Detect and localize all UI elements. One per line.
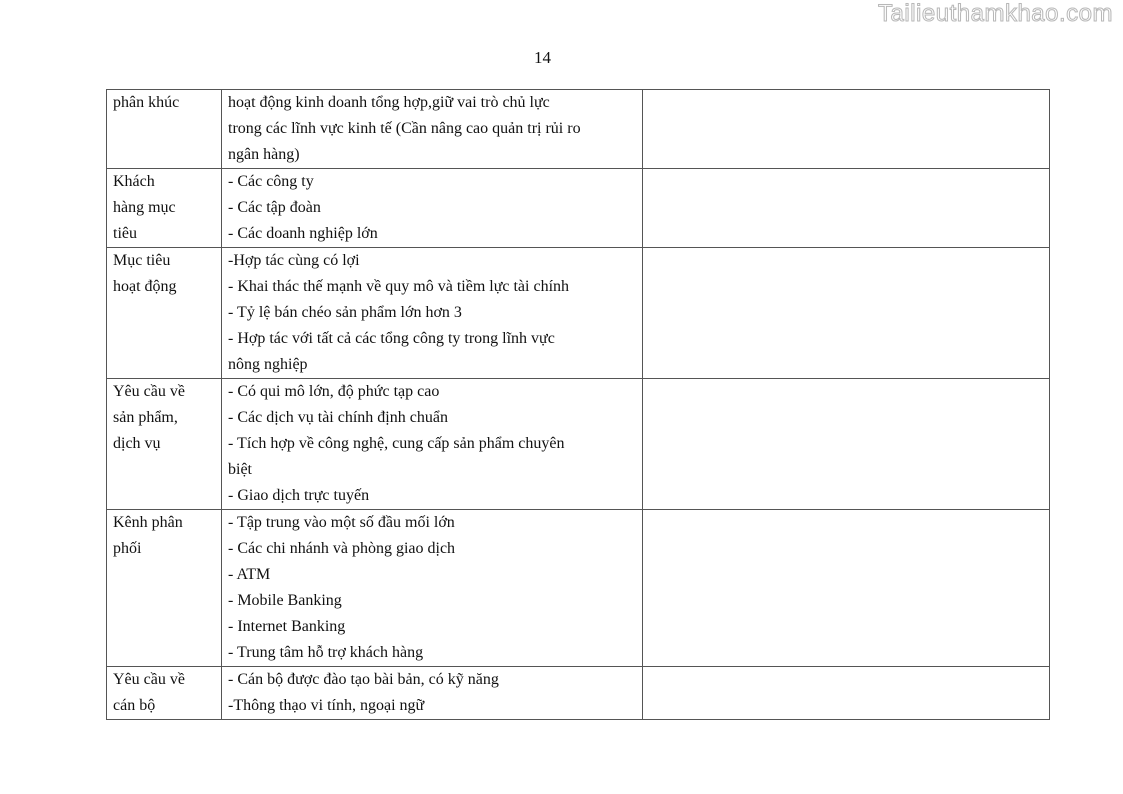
empty-cell xyxy=(643,379,1050,510)
row-label-cell xyxy=(107,379,222,510)
page-number: 14 xyxy=(534,48,551,67)
content-line: - Có qui mô lớn, độ phức tạp cao xyxy=(228,383,440,400)
table-row xyxy=(107,248,1050,379)
content-line: -Hợp tác cùng có lợi xyxy=(228,252,360,269)
content-line: ngân hàng) xyxy=(228,146,300,163)
table-row xyxy=(107,510,1050,667)
label-line: dịch vụ xyxy=(113,435,161,452)
label-line: hàng mục xyxy=(113,199,176,216)
row-content-cell xyxy=(222,510,643,667)
label-line: cán bộ xyxy=(113,697,156,714)
table-row xyxy=(107,90,1050,169)
label-line: phối xyxy=(113,540,142,557)
content-line: - Các doanh nghiệp lớn xyxy=(228,225,378,242)
table-row xyxy=(107,169,1050,248)
label-line: Mục tiêu xyxy=(113,252,171,269)
watermark: Tailieuthamkhao.com xyxy=(878,0,1113,27)
content-line: - Các tập đoàn xyxy=(228,199,321,216)
criteria-table xyxy=(106,89,1050,720)
row-label-cell xyxy=(107,169,222,248)
content-line: biệt xyxy=(228,461,252,478)
content-line: hoạt động kinh doanh tổng hợp,giữ vai trò chủ lực xyxy=(228,94,550,111)
content-line: - Tập trung vào một số đầu mối lớn xyxy=(228,514,455,531)
empty-cell xyxy=(643,248,1050,379)
row-label-cell xyxy=(107,667,222,720)
label-line: phân khúc xyxy=(113,94,180,111)
row-content-cell xyxy=(222,248,643,379)
content-line: - Các công ty xyxy=(228,173,314,190)
content-line: - Cán bộ được đào tạo bài bản, có kỹ năng xyxy=(228,671,499,688)
content-line: - Hợp tác với tất cả các tổng công ty trong lĩnh vực xyxy=(228,330,555,347)
label-line: Yêu cầu về xyxy=(113,671,185,688)
label-line: Kênh phân xyxy=(113,514,183,531)
empty-cell xyxy=(643,510,1050,667)
table-row xyxy=(107,379,1050,510)
content-line: nông nghiệp xyxy=(228,356,308,373)
content-line: -Thông thạo vi tính, ngoại ngữ xyxy=(228,697,425,714)
content-line: - Các chi nhánh và phòng giao dịch xyxy=(228,540,456,557)
content-line: - Tỷ lệ bán chéo sản phẩm lớn hơn 3 xyxy=(228,304,462,321)
content-line: - Khai thác thế mạnh về quy mô và tiềm lực tài chính xyxy=(228,278,570,295)
content-line: trong các lĩnh vực kinh tế (Cần nâng cao quản trị rủi ro xyxy=(228,120,581,137)
content-line: - Tích hợp về công nghệ, cung cấp sản phẩm chuyên xyxy=(228,435,565,452)
label-line: sản phẩm, xyxy=(113,409,178,426)
content-line: - Trung tâm hỗ trợ khách hàng xyxy=(228,644,424,661)
content-line: - Giao dịch trực tuyến xyxy=(228,487,370,504)
label-line: tiêu xyxy=(113,225,137,242)
content-line: - Các dịch vụ tài chính định chuẩn xyxy=(228,409,448,426)
row-label-cell xyxy=(107,510,222,667)
label-line: Khách xyxy=(113,173,155,190)
row-label-cell xyxy=(107,90,222,169)
label-line: hoạt động xyxy=(113,278,177,295)
empty-cell xyxy=(643,667,1050,720)
content-line: - Internet Banking xyxy=(228,618,346,635)
row-content-cell xyxy=(222,379,643,510)
label-line: Yêu cầu về xyxy=(113,383,185,400)
row-content-cell xyxy=(222,90,643,169)
row-content-cell xyxy=(222,667,643,720)
row-content-cell xyxy=(222,169,643,248)
content-line: - ATM xyxy=(228,566,271,583)
empty-cell xyxy=(643,90,1050,169)
row-label-cell xyxy=(107,248,222,379)
table-row xyxy=(107,667,1050,720)
content-line: - Mobile Banking xyxy=(228,592,342,609)
empty-cell xyxy=(643,169,1050,248)
